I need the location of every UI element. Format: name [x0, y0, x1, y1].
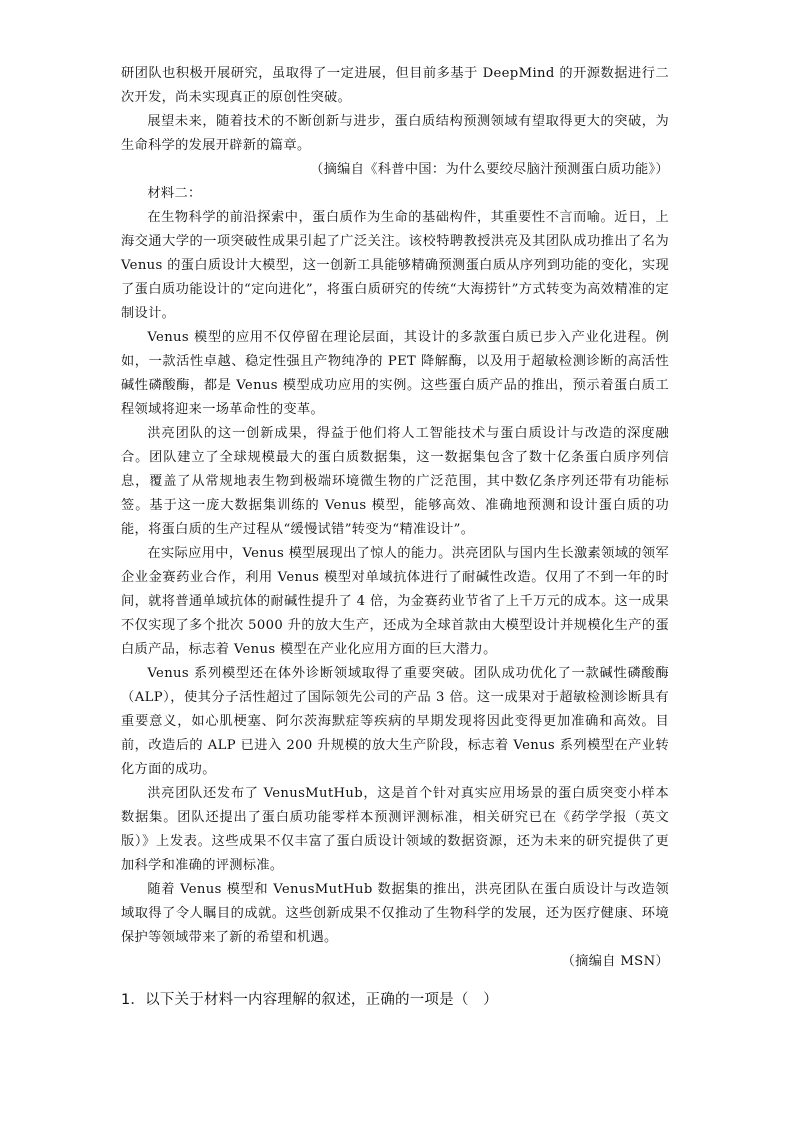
source-citation-2: （摘编自 MSN）	[561, 954, 669, 969]
source-citation-1: （摘编自《科普中国：为什么要绞尽脑汁预测蛋白质功能》）	[310, 162, 669, 177]
paragraph-venus-application: Venus 模型的应用不仅停留在理论层面，其设计的多款蛋白质已步入产业化进程。例如，一款活性卓越、稳定性强且产物纯净的 PET 降解酶，以及用于超敏检测诊断的高活性碱性磷酸酶，都是 Venus 模型成功应用的实例。这些蛋白质产品的推出，预示着蛋白质工程领域将迎来一场革命性的变革。	[121, 330, 669, 417]
paragraph-conclusion: 随着 Venus 模型和 VenusMutHub 数据集的推出，洪亮团队在蛋白质设计与改造领域取得了令人瞩目的成就。这些创新成果不仅推动了生物科学的发展，还为医疗健康、环境保护等领域带来了新的希望和机遇。	[121, 882, 669, 945]
paragraph-venusmuthub: 洪亮团队还发布了 VenusMutHub，这是首个针对真实应用场景的蛋白质突变小样本数据集。团队还提出了蛋白质功能零样本预测评测标准，相关研究已在《药学学报（英文版）》上发表。这些成果不仅丰富了蛋白质设计领域的数据资源，还为未来的研究提供了更加科学和准确的评测标准。	[121, 786, 669, 873]
paragraph-team-innovation: 洪亮团队的这一创新成果，得益于他们将人工智能技术与蛋白质设计与改造的深度融合。团队建立了全球规模最大的蛋白质数据集，这一数据集包含了数十亿条蛋白质序列信息，覆盖了从常规地表生物到极端环境微生物的广泛范围，其中数亿条序列还带有功能标签。基于这一庞大数据集训练的 Venus 模型，能够高效、准确地预测和设计蛋白质的功能，将蛋白质的生产过程从“缓慢试错”转变为“精准设计”。	[121, 426, 669, 537]
document-content	[121, 62, 669, 974]
paragraph-practical-use: 在实际应用中，Venus 模型展现出了惊人的能力。洪亮团队与国内生长激素领域的领军企业金赛药业合作，利用 Venus 模型对单域抗体进行了耐碱性改造。仅用了不到一年的时间，就将普通单域抗体的耐碱性提升了 4 倍，为金赛药业节省了上千万元的成本。这一成果不仅实现了多个批次 5000 升的放大生产，还成为全球首款由大模型设计并规模化生产的蛋白质产品，标志着 Venus 模型在产业化应用方面的巨大潜力。	[121, 546, 669, 657]
material-two-heading: 材料二：	[147, 186, 202, 201]
question-1: 1．以下关于材料一内容理解的叙述，正确的一项是（ ）	[121, 992, 498, 1008]
paragraph-continuation: 研团队也积极开展研究，虽取得了一定进展，但目前多基于 DeepMind 的开源数据进行二次开发，尚未实现真正的原创性突破。	[121, 66, 669, 105]
paragraph-venus-intro: 在生物科学的前沿探索中，蛋白质作为生命的基础构件，其重要性不言而喻。近日，上海交通大学的一项突破性成果引起了广泛关注。该校特聘教授洪亮及其团队成功推出了名为 Venus 的蛋白质设计大模型，这一创新工具能够精确预测蛋白质从序列到功能的变化，实现了蛋白质功能设计的“定向进化”，将蛋白质研究的传统“大海捞针”方式转变为高效精准的定制设计。	[121, 210, 669, 321]
question-block	[121, 986, 681, 1012]
paragraph-diagnostics: Venus 系列模型还在体外诊断领域取得了重要突破。团队成功优化了一款碱性磷酸酶（ALP），使其分子活性超过了国际领先公司的产品 3 倍。这一成果对于超敏检测诊断具有重要意义，如心肌梗塞、阿尔茨海默症等疾病的早期发现将因此变得更加准确和高效。目前，改造后的 ALP 已进入 200 升规模的放大生产阶段，标志着 Venus 系列模型在产业转化方面的成功。	[121, 666, 669, 777]
paragraph-outlook: 展望未来，随着技术的不断创新与进步，蛋白质结构预测领域有望取得更大的突破，为生命科学的发展开辟新的篇章。	[121, 114, 669, 153]
